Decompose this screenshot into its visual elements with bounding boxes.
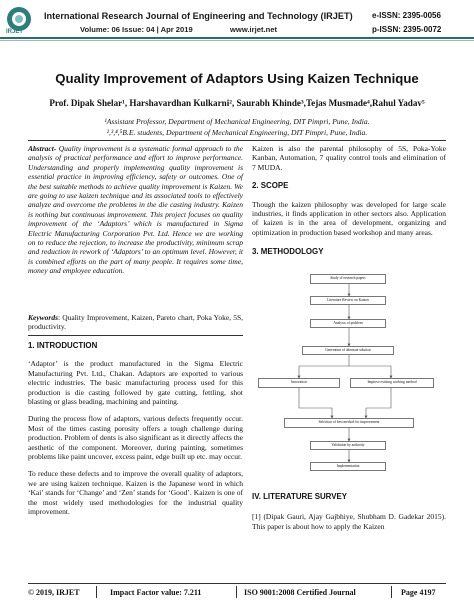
intro-paragraph-3: To reduce these defects and to improve the overall quality of adaptors, we are using kaizen technique. Kaizen is the Japanese word in which ‘Kai’ stands for ‘Change’ and ‘Zen’ stands for ‘Good’. Kaizen is one of the most widely used methodologies for the industrial quality improvement. — [28, 469, 243, 517]
literature-paragraph: [1] (Dipak Gauri, Ajay Gajbhiye, Shubham D. Gadekar 2015). This paper is about how to apply the Kaizen — [252, 512, 446, 531]
methodology-heading: 3. METHODOLOGY — [252, 247, 324, 257]
flow-box-analysis: Analysis of problem — [310, 319, 386, 328]
literature-section — [252, 492, 446, 531]
affiliation-1: ¹Assistant Professor, Department of Mechanical Engineering, DIT Pimpri, Pune, India. — [104, 117, 370, 126]
header-rule — [0, 37, 474, 39]
methodology-flowchart — [252, 266, 446, 474]
journal-website[interactable]: www.irjet.net — [230, 25, 277, 34]
affiliation-2: ²,³,⁴,⁵B.E. students, Department of Mechanical Engineering, DIT Pimpri, Pune, India. — [106, 128, 368, 137]
footer-separator — [391, 586, 392, 598]
flow-box-selection: Selection of best method for improvement — [284, 418, 414, 428]
abstract-text — [28, 144, 243, 276]
intro-paragraph-1: ‘Adaptor’ is the product manufactured in the Sigma Electric Manufacturing Pvt. Ltd., Chakan. Adaptors are exported to various electric industries. The basic manufacturing process used for this production is die casting followed by gate cutting, fettling, shot blasting or glass beading, machining and painting. — [28, 359, 243, 407]
right-column — [252, 144, 446, 257]
flow-box-validation: Validation by authority — [310, 441, 386, 450]
introduction-section — [28, 341, 243, 517]
paper-title: Quality Improvement of Adaptors Using Kaizen Technique — [55, 71, 419, 86]
intro-paragraph-2: During the process flow of adaptors, various defects frequently occur. Most of the times casting porosity offers a tough challenge during production. Problem of dents is also significant as it directly affects the aesthetic of the component. Moreover, during painting, sometimes problems like paint uncover, excess paint, edge built up etc. may occur. — [28, 414, 243, 462]
footer-page-number: Page 4197 — [401, 588, 436, 597]
keywords-text: : Quality Improvement, Kaizen, Pareto chart, Poka Yoke, 5S, productivity. — [28, 313, 243, 332]
author-list: Prof. Dipak Shelar¹, Harshavardhan Kulkarni², Saurabh Khinde³,Tejas Musmade⁴,Rahul Yadav⁵ — [49, 98, 425, 108]
journal-name: International Research Journal of Engineering and Technology (IRJET) — [44, 11, 353, 21]
abstract-body: Quality improvement is a systematic formal approach to the analysis of practical performance and effort to improve performance. Understanding and properly implementing quality improvement is essential practice in improving efficiency, safety or outcomes. One of the best suitable methods to achieve quality improvement is Kaizen. We are going to use kaizen technique and its associated tools to effectively analyze and overcome the problems in the die casting industry. Kaizen is nothing but continuous improvement. This project focuses on quality improvement of the ‘Adaptors’ which is manufactured in Sigma Electric Manufacturing Corporation Pvt. Ltd. Hence we are working on to reduce the rejection, to increase the productivity, minimum scrap and reduction in rework of ‘Adaptors’ to an optimum level. However, it is combined efforts on the part of many people. It requires some time, money and employee education. — [28, 144, 243, 276]
keywords-label: Keywords — [28, 313, 58, 322]
header-rule-thin — [0, 40, 474, 41]
scope-paragraph: Though the kaizen philosophy was developed for large scale industries, it finds application in other sectors also. Application of kaizen is in the area of development, organizing and optimization in production based workshop and many areas. — [252, 199, 446, 237]
logo-text: IRJET — [6, 29, 24, 34]
flow-box-alternate: Generation of alternate solution — [302, 346, 394, 355]
footer-impact-factor: Impact Factor value: 7.211 — [110, 588, 202, 597]
flow-box-improve: Improve existing working method — [350, 378, 434, 388]
flow-box-literature: Literature Review on Kaizen — [310, 296, 386, 305]
abstract-block — [28, 144, 243, 307]
eissn: e-ISSN: 2395-0056 — [372, 11, 441, 20]
flow-box-implementation: Implementation — [310, 462, 386, 471]
footer-rule — [28, 583, 446, 584]
pissn: p-ISSN: 2395-0072 — [372, 25, 442, 34]
journal-volume: Volume: 06 Issue: 04 | Apr 2019 — [80, 25, 193, 34]
footer-separator — [96, 586, 97, 598]
footer-separator — [236, 586, 237, 598]
abstract-label: Abstract- — [28, 144, 57, 153]
scope-heading: 2. SCOPE — [252, 181, 289, 191]
kaizen-paragraph: Kaizen is also the parental philosophy of 5S, Poka-Yoke Kanban, Automation, 7 quality control tools and elimination of 7 MUDA. — [252, 144, 446, 172]
literature-heading: IV. LITERATURE SURVEY — [252, 492, 347, 501]
footer-iso: ISO 9001:2008 Certified Journal — [244, 588, 356, 597]
intro-heading: 1. INTRODUCTION — [28, 341, 98, 350]
abstract-divider — [28, 335, 243, 336]
flow-box-research: Study of research papers — [310, 274, 386, 284]
footer-copyright: © 2019, IRJET — [28, 588, 80, 597]
title-divider — [28, 140, 446, 141]
flow-box-innovation: Innovation — [258, 378, 340, 388]
keywords-block — [28, 313, 243, 332]
journal-logo — [6, 6, 26, 34]
